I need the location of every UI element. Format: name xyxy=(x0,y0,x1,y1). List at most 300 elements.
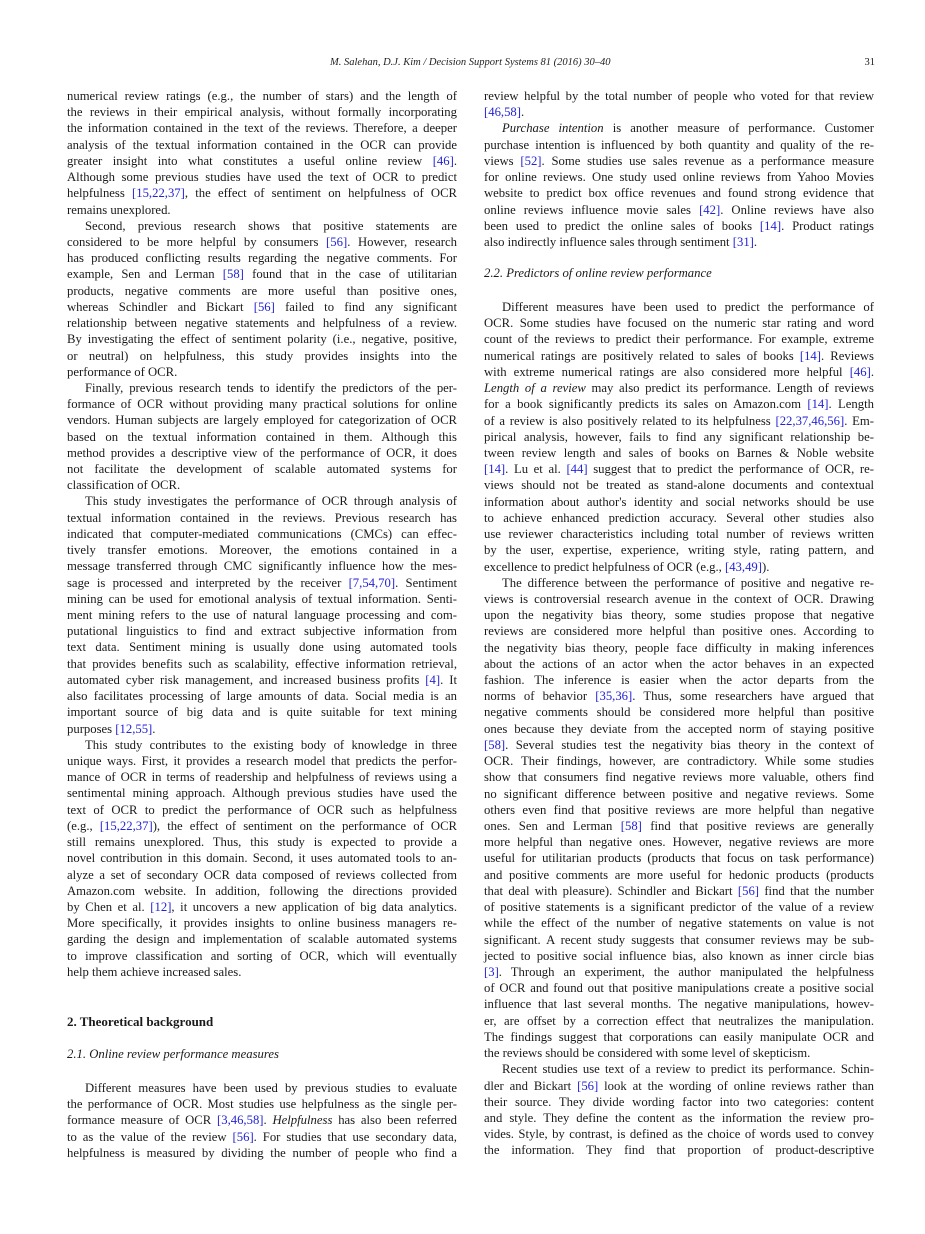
citation-link[interactable]: [31] xyxy=(732,234,754,249)
text-run: . Online reviews have also xyxy=(720,202,874,217)
text-run: purposes xyxy=(67,721,116,736)
text-run: The findings suggest that corporations can easily manipulate OCR and xyxy=(484,1029,874,1044)
paragraph xyxy=(67,88,457,218)
text-run: text data. Sentiment mining is usually done using automated tools xyxy=(67,640,457,655)
text-line xyxy=(67,704,457,720)
section-2-2-text xyxy=(484,299,874,1159)
text-line xyxy=(484,445,874,461)
text-line xyxy=(67,915,457,931)
text-run: classification of OCR. xyxy=(67,478,181,493)
citation-link[interactable]: [43,49] xyxy=(724,559,762,574)
text-run: show that consumers find negative reviews more valuable, others find xyxy=(484,770,874,785)
paragraph xyxy=(484,299,874,575)
text-line xyxy=(67,250,457,266)
text-run: ones. Sen and Lerman xyxy=(484,819,621,833)
text-line xyxy=(484,559,874,575)
text-line xyxy=(484,1061,874,1077)
text-run: by the user, expertise, experience, writing style, rating pattern, and xyxy=(484,543,874,558)
paragraph xyxy=(67,1080,457,1161)
text-line xyxy=(67,737,457,753)
citation-link[interactable]: [12] xyxy=(150,899,172,914)
text-line xyxy=(484,656,874,672)
citation-link[interactable]: [58] xyxy=(222,267,244,282)
text-run: of a review is also positively related to its helpfulness xyxy=(484,413,776,428)
text-run: vides. Style, by contrast, is defined as the choice of words used to convey xyxy=(484,1127,874,1142)
text-run: . For studies that use secondary data, xyxy=(253,1129,457,1144)
citation-link[interactable]: [3] xyxy=(484,964,499,979)
text-run: to achieve enhanced prediction accuracy. Several other studies also xyxy=(484,510,874,525)
text-line xyxy=(484,153,874,169)
citation-link[interactable]: [35,36] xyxy=(595,689,633,704)
text-run: . Lu et al. xyxy=(505,462,567,477)
text-line xyxy=(67,639,457,655)
text-run: fashion. The inference is easier when the actor departs from the xyxy=(484,673,874,688)
text-run: of positive statements is a significant predictor of the value of a review xyxy=(484,900,874,915)
citation-link[interactable]: [46] xyxy=(849,364,871,379)
text-line xyxy=(67,785,457,801)
text-line xyxy=(484,704,874,720)
text-run: online reviews influence movie sales xyxy=(484,202,700,217)
text-line xyxy=(484,948,874,964)
text-run: important source of big data and is quite suitable for text mining xyxy=(67,705,457,720)
text-run: . Sentiment xyxy=(395,575,457,590)
text-line xyxy=(67,575,457,591)
text-line xyxy=(67,1129,457,1145)
text-run: remains unexplored. xyxy=(67,202,171,217)
text-run: significant. A recent study suggests that consumer reviews may be sub- xyxy=(484,932,874,947)
text-run: their source. They divide wording factor into two categories: content xyxy=(484,1094,874,1109)
subsection-heading-2-1: 2.1. Online review performance measures xyxy=(67,1047,279,1061)
text-run: also facilitates processing of large amounts of data. Social media is an xyxy=(67,689,457,704)
text-run: ). xyxy=(761,559,770,574)
text-run: novel contribution in this domain. Second, it uses automated tools to an- xyxy=(67,851,457,866)
text-run: Amazon.com website. In addition, following the directions provided xyxy=(67,883,457,898)
text-line xyxy=(67,1096,457,1112)
text-line xyxy=(484,737,874,753)
text-run: (e.g., xyxy=(67,818,100,833)
text-run: excellence to predict helpfulness of OCR (e.g., xyxy=(484,559,725,574)
citation-link[interactable]: [44] xyxy=(566,462,588,477)
text-run: website to predict box office revenues and found strong evidence that xyxy=(484,186,874,201)
text-line xyxy=(67,688,457,704)
text-run: unique ways. First, it provides a research model that predicts the perfor- xyxy=(67,753,457,768)
text-line xyxy=(67,234,457,250)
text-run: been used to predict the online sales of books xyxy=(484,218,760,233)
text-run: Finally, previous research tends to identify the predictors of the per- xyxy=(85,380,457,395)
text-line xyxy=(484,996,874,1012)
text-line xyxy=(67,607,457,623)
citation-link[interactable]: [15,22,37] xyxy=(132,186,185,201)
text-run: influence that last several months. The negative manipulations, howev- xyxy=(484,997,874,1012)
text-run: views should not be treated as stand-alone documents and contextual xyxy=(484,478,874,493)
text-run: by Chen et al. xyxy=(67,899,151,914)
text-line xyxy=(484,88,874,104)
text-run: reviews are considered more helpful than positive ones. According to xyxy=(484,624,874,639)
text-line xyxy=(484,867,874,883)
text-run: count of the reviews to predict their performance. For example, extreme xyxy=(484,332,874,347)
text-run: use reviewer characteristics including total number of reviews written xyxy=(484,527,874,542)
text-run: help them achieve increased sales. xyxy=(67,964,242,979)
text-run: the information. They find that proportion of product-descriptive xyxy=(484,1143,874,1158)
text-line xyxy=(484,1094,874,1110)
text-run: the reviews should be considered with some level of skepticism. xyxy=(484,1046,811,1061)
text-line xyxy=(67,931,457,947)
text-run: negative comments should be considered more helpful than positive xyxy=(484,705,874,720)
text-run: . Reviews xyxy=(821,348,874,363)
text-line xyxy=(484,607,874,623)
text-line xyxy=(67,429,457,445)
text-line xyxy=(484,396,874,412)
text-run: still remains unexplored. Thus, this study is expected to provide a xyxy=(67,835,457,850)
section-heading: 2. Theoretical background xyxy=(67,1014,214,1029)
text-run: not facilitate the development of scalable automated systems for xyxy=(67,462,457,477)
citation-link[interactable]: [56] xyxy=(326,234,348,249)
text-run: tween review length and sales of books on Barnes & Noble website xyxy=(484,445,874,460)
text-run: . However, research xyxy=(347,234,458,249)
italic-term: Helpfulness xyxy=(272,1113,333,1128)
text-line xyxy=(484,1078,874,1094)
text-line xyxy=(484,104,874,120)
text-line xyxy=(67,380,457,396)
text-line xyxy=(67,299,457,315)
text-run: Second, previous research shows that positive statements are xyxy=(85,218,457,233)
citation-link[interactable]: [56] xyxy=(737,883,760,898)
citation-link[interactable]: [14] xyxy=(807,397,829,412)
text-run: and positive comments are more useful for hedonic products (products xyxy=(484,867,874,882)
paragraph xyxy=(484,1061,874,1158)
text-line xyxy=(67,348,457,364)
citation-link[interactable]: [58] xyxy=(484,737,506,752)
text-run: whereas Schindler and Bickart xyxy=(67,299,254,314)
citation-link[interactable]: [46] xyxy=(432,153,454,168)
text-line xyxy=(67,948,457,964)
text-line xyxy=(67,542,457,558)
text-line xyxy=(67,526,457,542)
text-run: message transferred through CMC significantly influence how the mes- xyxy=(67,559,457,574)
text-line xyxy=(67,153,457,169)
text-run: . Through an experiment, the author manipulated the helpfulness xyxy=(498,964,874,979)
citation-link[interactable]: [12,55] xyxy=(115,721,153,736)
paragraph xyxy=(67,218,457,380)
text-run: . Thus, some researchers have argued that xyxy=(632,689,874,704)
text-run: er, are offset by a correction effect that neutralizes the manipulation. xyxy=(484,1013,874,1028)
text-run: helpfulness xyxy=(67,186,133,201)
text-run: has also been referred xyxy=(332,1113,458,1128)
text-line xyxy=(67,802,457,818)
text-line xyxy=(484,315,874,331)
paragraph xyxy=(67,737,457,980)
text-run: purchase intention is influenced by both quantity and quality of the re- xyxy=(484,137,874,152)
text-run: . xyxy=(152,721,156,736)
text-run: putational linguistics to find and extract subjective information from xyxy=(67,624,457,639)
text-line xyxy=(484,542,874,558)
text-line xyxy=(484,753,874,769)
text-run: jected to positive social influence bias, also known as inner circle bias xyxy=(484,948,874,963)
citation-link[interactable]: [52] xyxy=(520,153,542,168)
text-line xyxy=(67,591,457,607)
text-run: products, negative comments are more useful than positive ones, xyxy=(67,283,457,298)
text-run: considered to be more helpful by consumers xyxy=(67,234,327,249)
text-line xyxy=(67,169,457,185)
text-run: found that in the case of utilitarian xyxy=(243,267,457,282)
citation-link[interactable]: [7,54,70] xyxy=(348,575,396,590)
text-run: with extreme numerical ratings are also considered more helpful xyxy=(484,364,850,379)
text-line xyxy=(67,88,457,104)
text-line xyxy=(484,1029,874,1045)
text-run: more helpful than negative ones. However, negative reviews are more xyxy=(484,835,874,850)
text-line xyxy=(484,1110,874,1126)
text-line xyxy=(484,477,874,493)
text-run: for online reviews. One study used online reviews from Yahoo Movies xyxy=(484,170,874,185)
text-line xyxy=(484,964,874,980)
text-line xyxy=(484,672,874,688)
text-line xyxy=(484,899,874,915)
citation-link[interactable]: [14] xyxy=(799,348,821,363)
italic-term: Length of a review xyxy=(484,381,586,396)
text-run: performance of OCR. xyxy=(67,364,178,379)
citation-link[interactable]: [3,46,58] xyxy=(217,1113,264,1128)
text-run: is another measure of performance. Customer xyxy=(603,121,874,136)
text-run: the negativity bias theory, people face difficulty in making inferences xyxy=(484,640,874,655)
running-header: M. Salehan, D.J. Kim / Decision Support Systems 81 (2016) 30–40 xyxy=(330,57,611,68)
text-line xyxy=(67,283,457,299)
subsection-heading-2-2: 2.2. Predictors of online review performance xyxy=(484,266,712,280)
text-line xyxy=(67,477,457,493)
text-run: mance of OCR in terms of readership and helpfulness of reviews using a xyxy=(67,770,457,785)
text-line xyxy=(67,1112,457,1128)
text-line xyxy=(484,915,874,931)
text-line xyxy=(484,218,874,234)
text-run: . Length xyxy=(828,397,874,412)
citation-link[interactable]: [14] xyxy=(484,462,506,477)
text-run: the reviews in their empirical analysis, without formally incorporating xyxy=(67,105,457,120)
text-line xyxy=(67,104,457,120)
text-line xyxy=(484,721,874,737)
text-run: OCR. Some studies have focused on the numeric star rating and word xyxy=(484,316,874,331)
text-line xyxy=(484,883,874,899)
text-line xyxy=(484,331,874,347)
text-run: automated cyber risk management, and increased business profits xyxy=(67,672,426,687)
text-line xyxy=(67,461,457,477)
text-line xyxy=(484,1126,874,1142)
text-line xyxy=(67,721,457,737)
text-line xyxy=(484,640,874,656)
text-run: or neutral) on helpfulness, this study provides insights into the xyxy=(67,348,457,363)
text-run: greater insight into what constitutes a useful online review xyxy=(67,153,433,168)
text-run: the information contained in the text of the reviews. Therefore, a deeper xyxy=(67,121,457,136)
text-line xyxy=(484,802,874,818)
text-line xyxy=(67,396,457,412)
text-run: . Em- xyxy=(844,413,874,428)
text-run: Recent studies use text of a review to predict its performance. Schin- xyxy=(502,1062,874,1077)
text-run: to as the value of the review xyxy=(67,1129,233,1144)
paragraph xyxy=(484,575,874,1062)
text-line xyxy=(67,445,457,461)
text-line xyxy=(484,591,874,607)
text-line xyxy=(67,331,457,347)
text-run: sage is processed and interpreted by the receiver xyxy=(67,575,349,590)
text-run: ment mining refers to the use of natural language processing and com- xyxy=(67,608,457,622)
text-run: views xyxy=(484,153,521,168)
citation-link[interactable]: [56] xyxy=(253,299,275,314)
text-run: of OCR and found out that positive manipulations create a positive social xyxy=(484,981,874,996)
text-line xyxy=(484,688,874,704)
text-run: ones because they deviate from the accepted norm of staying positive xyxy=(484,721,874,736)
text-run: formance of OCR without providing many practical solutions for online xyxy=(67,397,457,412)
text-run: analysis of the textual information contained in the OCR can provide xyxy=(67,137,457,152)
text-run: . xyxy=(870,364,874,379)
citation-link[interactable]: [46,58] xyxy=(484,105,521,120)
text-line xyxy=(67,883,457,899)
text-line xyxy=(484,526,874,542)
text-line xyxy=(67,493,457,509)
text-run: . xyxy=(521,105,525,120)
text-line xyxy=(67,623,457,639)
text-line xyxy=(67,899,457,915)
text-line xyxy=(484,234,874,250)
text-run: vendors. Human subjects are largely employed for categorization of OCR xyxy=(67,413,457,428)
text-line xyxy=(67,315,457,331)
text-line xyxy=(67,202,457,218)
text-run: helpfulness is measured by dividing the number of people who find a xyxy=(67,1145,457,1160)
paragraph xyxy=(67,380,457,494)
citation-link[interactable]: [58] xyxy=(620,819,642,833)
text-line xyxy=(67,364,457,380)
page-number: 31 xyxy=(864,57,875,68)
text-line xyxy=(67,137,457,153)
text-run: This study contributes to the existing body of knowledge in three xyxy=(85,737,457,752)
text-run: numerical review ratings (e.g., the number of stars) and the length of xyxy=(67,89,457,103)
text-line xyxy=(484,510,874,526)
text-line xyxy=(484,348,874,364)
text-line xyxy=(484,185,874,201)
text-line xyxy=(484,1045,874,1061)
citation-link[interactable]: [56] xyxy=(577,1078,599,1093)
text-run: upon the negativity bias theory, some studies propose that negative xyxy=(484,608,874,623)
text-line xyxy=(67,769,457,785)
text-line xyxy=(484,299,874,315)
citation-link[interactable]: [15,22,37] xyxy=(99,818,153,833)
text-line xyxy=(484,818,874,834)
text-line xyxy=(67,753,457,769)
text-run: and style. They define the content as the information the review pro- xyxy=(484,1110,874,1125)
text-run: This study investigates the performance of OCR through analysis of xyxy=(85,494,457,509)
text-run: Different measures have been used by previous studies to evaluate xyxy=(85,1081,457,1095)
text-run: relationship between negative statements and helpfulness of a review. xyxy=(67,316,457,331)
text-line xyxy=(67,185,457,201)
text-run: , the effect of sentiment on helpfulness of OCR xyxy=(184,186,457,201)
paragraph xyxy=(484,120,874,250)
text-run: no significant difference between positive and negative reviews. Some xyxy=(484,786,874,801)
text-run: based on the textual information contained in them. Although this xyxy=(67,429,457,444)
text-run: failed to find any significant xyxy=(274,299,457,314)
text-run: The difference between the performance of positive and negative re- xyxy=(502,575,874,590)
paragraph xyxy=(67,493,457,736)
text-line xyxy=(484,429,874,445)
text-run: indicated that computer-mediated communications (CMCs) can effec- xyxy=(67,526,457,541)
text-line xyxy=(484,980,874,996)
text-run: method provides a descriptive view of the performance of OCR, it does xyxy=(67,445,457,460)
text-line xyxy=(484,461,874,477)
text-run: . xyxy=(753,234,758,249)
text-run: dler and Bickart xyxy=(484,1078,578,1093)
text-line xyxy=(484,932,874,948)
text-line xyxy=(484,769,874,785)
left-intro-text xyxy=(67,88,457,980)
citation-link[interactable]: [14] xyxy=(759,218,782,233)
text-line xyxy=(67,120,457,136)
citation-link[interactable]: [4] xyxy=(425,672,441,687)
text-line xyxy=(67,818,457,834)
text-line xyxy=(484,169,874,185)
text-line xyxy=(67,656,457,672)
text-line xyxy=(67,834,457,850)
text-line xyxy=(484,1013,874,1029)
text-run: find that positive reviews are generally xyxy=(641,819,874,833)
text-line xyxy=(67,1145,457,1161)
text-run: ), the effect of sentiment on the performance of OCR xyxy=(152,818,457,833)
text-run: suggest that to predict the performance of OCR, re- xyxy=(587,462,874,477)
text-line xyxy=(67,412,457,428)
text-run: has produced conflicting results regarding the negative comments. For xyxy=(67,251,457,266)
text-run: find that the number xyxy=(759,883,874,898)
text-run: By investigating the effect of sentiment polarity (i.e., negative, positive, xyxy=(67,332,457,347)
citation-link[interactable]: [42] xyxy=(699,202,721,217)
italic-term: Purchase intention xyxy=(502,121,604,136)
text-run: text of OCR to predict the performance of OCR such as helpfulness xyxy=(67,802,457,817)
text-run: example, Sen and Lerman xyxy=(67,267,223,282)
text-run: alyze a set of secondary OCR data composed of reviews collected from xyxy=(67,867,457,882)
text-run: garding the design and implementation of scalable automated systems xyxy=(67,932,457,947)
text-line xyxy=(484,834,874,850)
section-2-1-text xyxy=(67,1080,457,1161)
text-run: . xyxy=(453,153,457,168)
text-run: tively transfer emotions. Moreover, the emotions contained in a xyxy=(67,543,457,558)
text-run: others even find that positive reviews are more helpful than negative xyxy=(484,802,874,817)
text-line xyxy=(484,575,874,591)
text-run: sentimental mining approach. Although previous studies have used the xyxy=(67,786,457,801)
text-run: information about author's identity and social networks should be use xyxy=(484,494,874,509)
paragraph xyxy=(484,88,874,120)
text-run: norms of behavior xyxy=(484,689,596,704)
text-run: numerical ratings are positively related to sales of books xyxy=(484,348,800,363)
text-line xyxy=(67,266,457,282)
text-run: may also predict its performance. Length of reviews xyxy=(585,381,874,396)
text-line xyxy=(67,964,457,980)
text-run: . xyxy=(263,1113,273,1128)
text-line xyxy=(67,1080,457,1096)
text-line xyxy=(67,672,457,688)
text-run: review helpful by the total number of people who voted for that review xyxy=(484,89,874,103)
text-run: formance measure of OCR xyxy=(67,1113,217,1128)
text-run: for a book significantly predicts its sales on Amazon.com xyxy=(484,397,808,412)
text-line xyxy=(484,413,874,429)
citation-link[interactable]: [56] xyxy=(232,1129,254,1144)
text-run: views is controversial research avenue in the context of OCR. Drawing xyxy=(484,591,874,606)
text-line xyxy=(484,1142,874,1158)
text-run: also indirectly influence sales through sentiment xyxy=(484,234,733,249)
citation-link[interactable]: [22,37,46,56] xyxy=(775,413,845,428)
text-run: that provides benefits such as scalability, effective information retrieval, xyxy=(67,656,457,671)
text-run: that deal with pleasure). Schindler and Bickart xyxy=(484,883,738,898)
text-line xyxy=(484,120,874,136)
text-line xyxy=(484,364,874,380)
text-run: OCR. Their findings, however, are contradictory. While some studies xyxy=(484,754,874,769)
text-run: . Several studies test the negativity bias theory in the context of xyxy=(505,737,874,752)
text-run: Although some previous studies have used the text of OCR to predict xyxy=(67,170,457,185)
text-line xyxy=(484,494,874,510)
text-run: useful for utilitarian products (products that focus on task performance) xyxy=(484,851,874,866)
